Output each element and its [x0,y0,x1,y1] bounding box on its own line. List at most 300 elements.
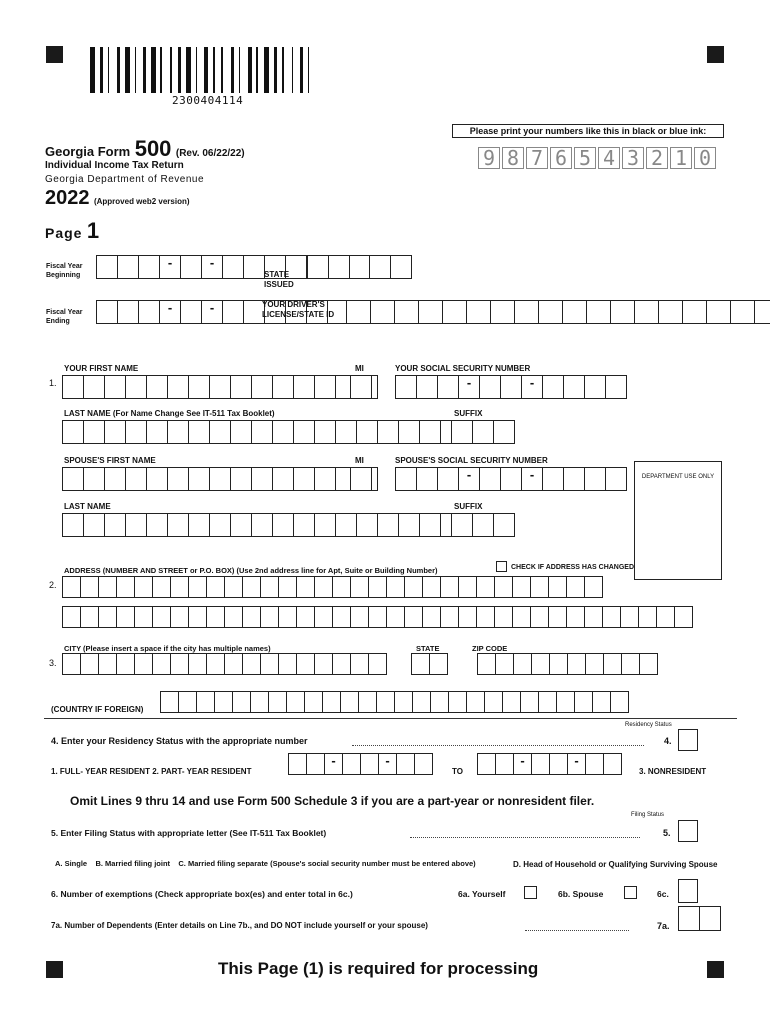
char-cell[interactable] [451,420,473,444]
char-cell[interactable] [416,375,438,399]
char-cell[interactable] [250,691,269,713]
char-cell[interactable] [96,255,118,279]
char-cell[interactable] [585,753,604,775]
char-cell[interactable] [442,300,467,324]
char-cell[interactable] [500,467,522,491]
char-cell[interactable] [104,420,126,444]
char-cell[interactable] [574,691,593,713]
char-cell[interactable] [346,300,371,324]
char-cell[interactable] [232,691,251,713]
char-cell[interactable] [521,467,543,491]
char-cell[interactable] [472,420,494,444]
char-cell[interactable] [125,420,147,444]
char-cell[interactable] [260,576,279,598]
department: Georgia Department of Revenue [45,174,205,185]
address-line-1-input[interactable] [62,576,603,598]
exemption-yourself-checkbox[interactable] [524,886,537,899]
char-cell[interactable] [278,606,297,628]
char-cell[interactable] [230,420,252,444]
char-cell[interactable] [404,606,423,628]
char-cell[interactable] [458,576,477,598]
char-cell[interactable] [358,691,377,713]
char-cell[interactable] [222,255,244,279]
spouse-ssn-input[interactable] [395,467,627,491]
char-cell[interactable] [296,653,315,675]
char-cell[interactable] [167,420,189,444]
char-cell[interactable] [437,467,459,491]
char-cell[interactable] [314,606,333,628]
char-cell[interactable] [188,420,210,444]
part-year-from-input[interactable] [288,753,433,775]
char-cell[interactable] [356,420,378,444]
char-cell[interactable] [230,375,252,399]
char-cell[interactable] [62,513,84,537]
char-cell[interactable] [307,255,329,279]
char-cell[interactable] [500,375,522,399]
char-cell[interactable] [584,576,603,598]
char-cell[interactable] [414,753,433,775]
char-cell[interactable] [146,467,168,491]
char-cell[interactable] [152,653,171,675]
char-cell[interactable] [412,691,431,713]
char-cell[interactable] [104,375,126,399]
char-cell[interactable] [224,653,243,675]
char-cell[interactable] [296,606,315,628]
city-input[interactable] [62,653,387,675]
char-cell[interactable] [83,513,105,537]
char-cell[interactable] [104,467,126,491]
char-cell[interactable] [286,691,305,713]
char-cell[interactable] [390,255,412,279]
char-cell[interactable] [639,653,658,675]
char-cell[interactable] [104,513,126,537]
char-cell[interactable] [242,653,261,675]
char-cell[interactable] [530,576,549,598]
last-name-label: LAST NAME (For Name Change See IT-511 Tax Booklet) [64,409,275,418]
char-cell[interactable] [196,691,215,713]
char-cell[interactable] [188,375,210,399]
char-cell[interactable] [251,513,273,537]
char-cell[interactable] [458,467,480,491]
char-cell[interactable] [477,653,496,675]
char-cell[interactable] [293,420,315,444]
char-cell[interactable] [603,753,622,775]
char-cell[interactable] [332,606,351,628]
char-cell[interactable] [350,467,372,491]
char-cell[interactable] [116,576,135,598]
char-cell[interactable] [138,300,160,324]
char-cell[interactable] [502,691,521,713]
state-issued-input[interactable] [307,255,350,279]
char-cell[interactable] [494,606,513,628]
char-cell[interactable] [512,576,531,598]
char-cell[interactable] [584,375,606,399]
spouse-last-name-input[interactable] [62,513,504,537]
char-cell[interactable] [117,255,139,279]
char-cell[interactable] [188,576,207,598]
country-input[interactable] [160,691,629,713]
char-cell[interactable] [306,753,325,775]
char-cell[interactable] [658,300,683,324]
char-cell[interactable] [610,691,629,713]
char-cell[interactable] [206,576,225,598]
char-cell[interactable] [324,753,343,775]
char-cell[interactable] [62,420,84,444]
char-cell[interactable] [514,300,539,324]
char-cell[interactable] [80,576,99,598]
char-cell[interactable] [350,606,369,628]
char-cell[interactable] [328,255,350,279]
char-cell[interactable] [83,467,105,491]
char-cell[interactable] [699,906,721,931]
char-cell[interactable] [493,513,515,537]
char-cell[interactable] [634,300,659,324]
char-cell[interactable] [160,691,179,713]
char-cell[interactable] [360,753,379,775]
char-cell[interactable] [369,255,391,279]
char-cell[interactable] [605,467,627,491]
first-name-input[interactable] [62,375,378,399]
char-cell[interactable] [563,375,585,399]
address-changed-checkbox[interactable] [496,561,507,572]
char-cell[interactable] [224,576,243,598]
char-cell[interactable] [429,653,448,675]
char-cell[interactable] [538,691,557,713]
char-cell[interactable] [542,467,564,491]
char-cell[interactable] [272,375,294,399]
char-cell[interactable] [350,576,369,598]
char-cell[interactable] [377,420,399,444]
char-cell[interactable] [567,653,586,675]
char-cell[interactable] [62,606,81,628]
char-cell[interactable] [159,300,181,324]
char-cell[interactable] [418,300,443,324]
char-cell[interactable] [62,653,81,675]
char-cell[interactable] [656,606,675,628]
char-cell[interactable] [251,420,273,444]
char-cell[interactable] [62,576,81,598]
char-cell[interactable] [603,653,622,675]
char-cell[interactable] [394,691,413,713]
char-cell[interactable] [296,576,315,598]
char-cell[interactable] [404,576,423,598]
char-cell[interactable] [563,467,585,491]
spouse-suffix-input[interactable] [451,513,515,537]
char-cell[interactable] [342,753,361,775]
char-cell[interactable] [531,753,550,775]
char-cell[interactable] [620,606,639,628]
char-cell[interactable] [152,606,171,628]
char-cell[interactable] [314,420,336,444]
char-cell[interactable] [562,300,587,324]
char-cell[interactable] [422,576,441,598]
char-cell[interactable] [98,576,117,598]
char-cell[interactable] [674,606,693,628]
char-cell[interactable] [472,513,494,537]
drivers-license-input[interactable] [346,300,770,324]
char-cell[interactable] [638,606,657,628]
char-cell[interactable] [251,467,273,491]
char-cell[interactable] [314,513,336,537]
suffix-input[interactable] [451,420,515,444]
char-cell[interactable] [350,653,369,675]
char-cell[interactable] [398,513,420,537]
char-cell[interactable] [188,606,207,628]
char-cell[interactable] [476,576,495,598]
exemptions-total-input[interactable] [678,879,698,903]
char-cell[interactable] [513,753,532,775]
char-cell[interactable] [278,576,297,598]
char-cell[interactable] [314,576,333,598]
last-name-input[interactable] [62,420,504,444]
char-cell[interactable] [440,606,459,628]
char-cell[interactable] [566,576,585,598]
char-cell[interactable] [180,255,202,279]
char-cell[interactable] [209,420,231,444]
char-cell[interactable] [167,467,189,491]
filing-status-input[interactable] [678,820,698,842]
char-cell[interactable] [479,467,501,491]
char-cell[interactable] [567,753,586,775]
part-year-to-input[interactable] [477,753,622,775]
state-input[interactable] [411,653,448,675]
char-cell[interactable] [592,691,611,713]
dependents-input[interactable] [678,906,721,931]
char-cell[interactable] [476,606,495,628]
char-cell[interactable] [125,467,147,491]
fiscal-year-beginning-input[interactable] [96,255,412,279]
char-cell[interactable] [495,653,514,675]
char-cell[interactable] [335,513,357,537]
char-cell[interactable] [602,606,621,628]
char-cell[interactable] [209,375,231,399]
char-cell[interactable] [188,467,210,491]
char-cell[interactable] [730,300,755,324]
char-cell[interactable] [222,300,244,324]
char-cell[interactable] [125,513,147,537]
char-cell[interactable] [209,513,231,537]
char-cell[interactable] [585,653,604,675]
char-cell[interactable] [314,375,336,399]
char-cell[interactable] [242,606,261,628]
char-cell[interactable] [621,653,640,675]
char-cell[interactable] [348,255,370,279]
char-cell[interactable] [376,691,395,713]
char-cell[interactable] [134,576,153,598]
char-cell[interactable] [495,753,514,775]
char-cell[interactable] [584,606,603,628]
char-cell[interactable] [466,691,485,713]
char-cell[interactable] [167,375,189,399]
char-cell[interactable] [134,653,153,675]
char-cell[interactable] [230,513,252,537]
char-cell[interactable] [440,576,459,598]
char-cell[interactable] [314,653,333,675]
char-cell[interactable] [754,300,770,324]
char-cell[interactable] [146,420,168,444]
char-cell[interactable] [538,300,563,324]
char-cell[interactable] [610,300,635,324]
char-cell[interactable] [416,467,438,491]
char-cell[interactable] [304,691,323,713]
char-cell[interactable] [466,300,491,324]
char-cell[interactable] [293,467,315,491]
char-cell[interactable] [386,606,405,628]
char-cell[interactable] [272,467,294,491]
char-cell[interactable] [206,606,225,628]
address-line-2-input[interactable] [62,606,693,628]
char-cell[interactable] [293,513,315,537]
char-cell[interactable] [170,606,189,628]
char-cell[interactable] [549,753,568,775]
mi-input[interactable] [350,375,372,399]
char-cell[interactable] [386,576,405,598]
char-cell[interactable] [513,653,532,675]
char-cell[interactable] [419,513,441,537]
char-cell[interactable] [368,653,387,675]
char-cell[interactable] [98,653,117,675]
char-cell[interactable] [278,653,297,675]
char-cell[interactable] [458,606,477,628]
char-cell[interactable] [80,606,99,628]
char-cell[interactable] [152,576,171,598]
char-cell[interactable] [260,606,279,628]
char-cell[interactable] [542,375,564,399]
spouse-mi-input[interactable] [350,467,372,491]
char-cell[interactable] [350,375,372,399]
char-cell[interactable] [395,375,417,399]
char-cell[interactable] [206,653,225,675]
char-cell[interactable] [520,691,539,713]
char-cell[interactable] [251,375,273,399]
char-cell[interactable] [332,576,351,598]
char-cell[interactable] [260,653,279,675]
char-cell[interactable] [243,255,265,279]
char-cell[interactable] [586,300,611,324]
char-cell[interactable] [188,513,210,537]
char-cell[interactable] [398,420,420,444]
char-cell[interactable] [138,255,160,279]
char-cell[interactable] [484,691,503,713]
char-cell[interactable] [706,300,731,324]
char-cell[interactable] [332,653,351,675]
char-cell[interactable] [530,606,549,628]
char-cell[interactable] [214,691,233,713]
char-cell[interactable] [83,420,105,444]
char-cell[interactable] [556,691,575,713]
char-cell[interactable] [272,420,294,444]
char-cell[interactable] [458,375,480,399]
char-cell[interactable] [83,375,105,399]
char-cell[interactable] [494,576,513,598]
char-cell[interactable] [116,606,135,628]
char-cell[interactable] [512,606,531,628]
char-cell[interactable] [377,513,399,537]
char-cell[interactable] [477,753,496,775]
char-cell[interactable] [396,753,415,775]
char-cell[interactable] [378,753,397,775]
char-cell[interactable] [180,300,202,324]
char-cell[interactable] [288,753,307,775]
char-cell[interactable] [682,300,707,324]
char-cell[interactable] [293,375,315,399]
char-cell[interactable] [146,513,168,537]
zip-input[interactable] [477,653,658,675]
residency-status-input[interactable] [678,729,698,751]
char-cell[interactable] [605,375,627,399]
char-cell[interactable] [117,300,139,324]
char-cell[interactable] [678,906,700,931]
char-cell[interactable] [80,653,99,675]
char-cell[interactable] [368,576,387,598]
char-cell[interactable] [209,467,231,491]
ssn-input[interactable] [395,375,627,399]
char-cell[interactable] [548,576,567,598]
char-cell[interactable] [340,691,359,713]
char-cell[interactable] [437,375,459,399]
char-cell[interactable] [531,653,550,675]
char-cell[interactable] [411,653,430,675]
char-cell[interactable] [419,420,441,444]
char-cell[interactable] [170,576,189,598]
char-cell[interactable] [394,300,419,324]
char-cell[interactable] [224,606,243,628]
char-cell[interactable] [98,606,117,628]
char-cell[interactable] [566,606,585,628]
char-cell[interactable] [490,300,515,324]
char-cell[interactable] [395,467,417,491]
spouse-mi-label: MI [355,456,364,465]
char-cell[interactable] [493,420,515,444]
char-cell[interactable] [368,606,387,628]
char-cell[interactable] [159,255,181,279]
char-cell[interactable] [548,606,567,628]
char-cell[interactable] [314,467,336,491]
char-cell[interactable] [584,467,606,491]
char-cell[interactable] [170,653,189,675]
char-cell[interactable] [272,513,294,537]
char-cell[interactable] [146,375,168,399]
char-cell[interactable] [242,576,261,598]
char-cell[interactable] [116,653,135,675]
char-cell[interactable] [521,375,543,399]
char-cell[interactable] [479,375,501,399]
char-cell[interactable] [188,653,207,675]
char-cell[interactable] [448,691,467,713]
char-cell[interactable] [335,420,357,444]
char-cell[interactable] [201,300,223,324]
char-cell[interactable] [96,300,118,324]
char-cell[interactable] [62,375,84,399]
char-cell[interactable] [356,513,378,537]
char-cell[interactable] [134,606,153,628]
char-cell[interactable] [201,255,223,279]
char-cell[interactable] [178,691,197,713]
char-cell[interactable] [422,606,441,628]
char-cell[interactable] [167,513,189,537]
char-cell[interactable] [230,467,252,491]
char-cell[interactable] [451,513,473,537]
spouse-first-name-input[interactable] [62,467,378,491]
char-cell[interactable] [322,691,341,713]
char-cell[interactable] [62,467,84,491]
char-cell[interactable] [268,691,287,713]
char-cell[interactable] [430,691,449,713]
char-cell[interactable] [125,375,147,399]
char-cell[interactable] [549,653,568,675]
exemption-spouse-checkbox[interactable] [624,886,637,899]
char-cell[interactable] [370,300,395,324]
